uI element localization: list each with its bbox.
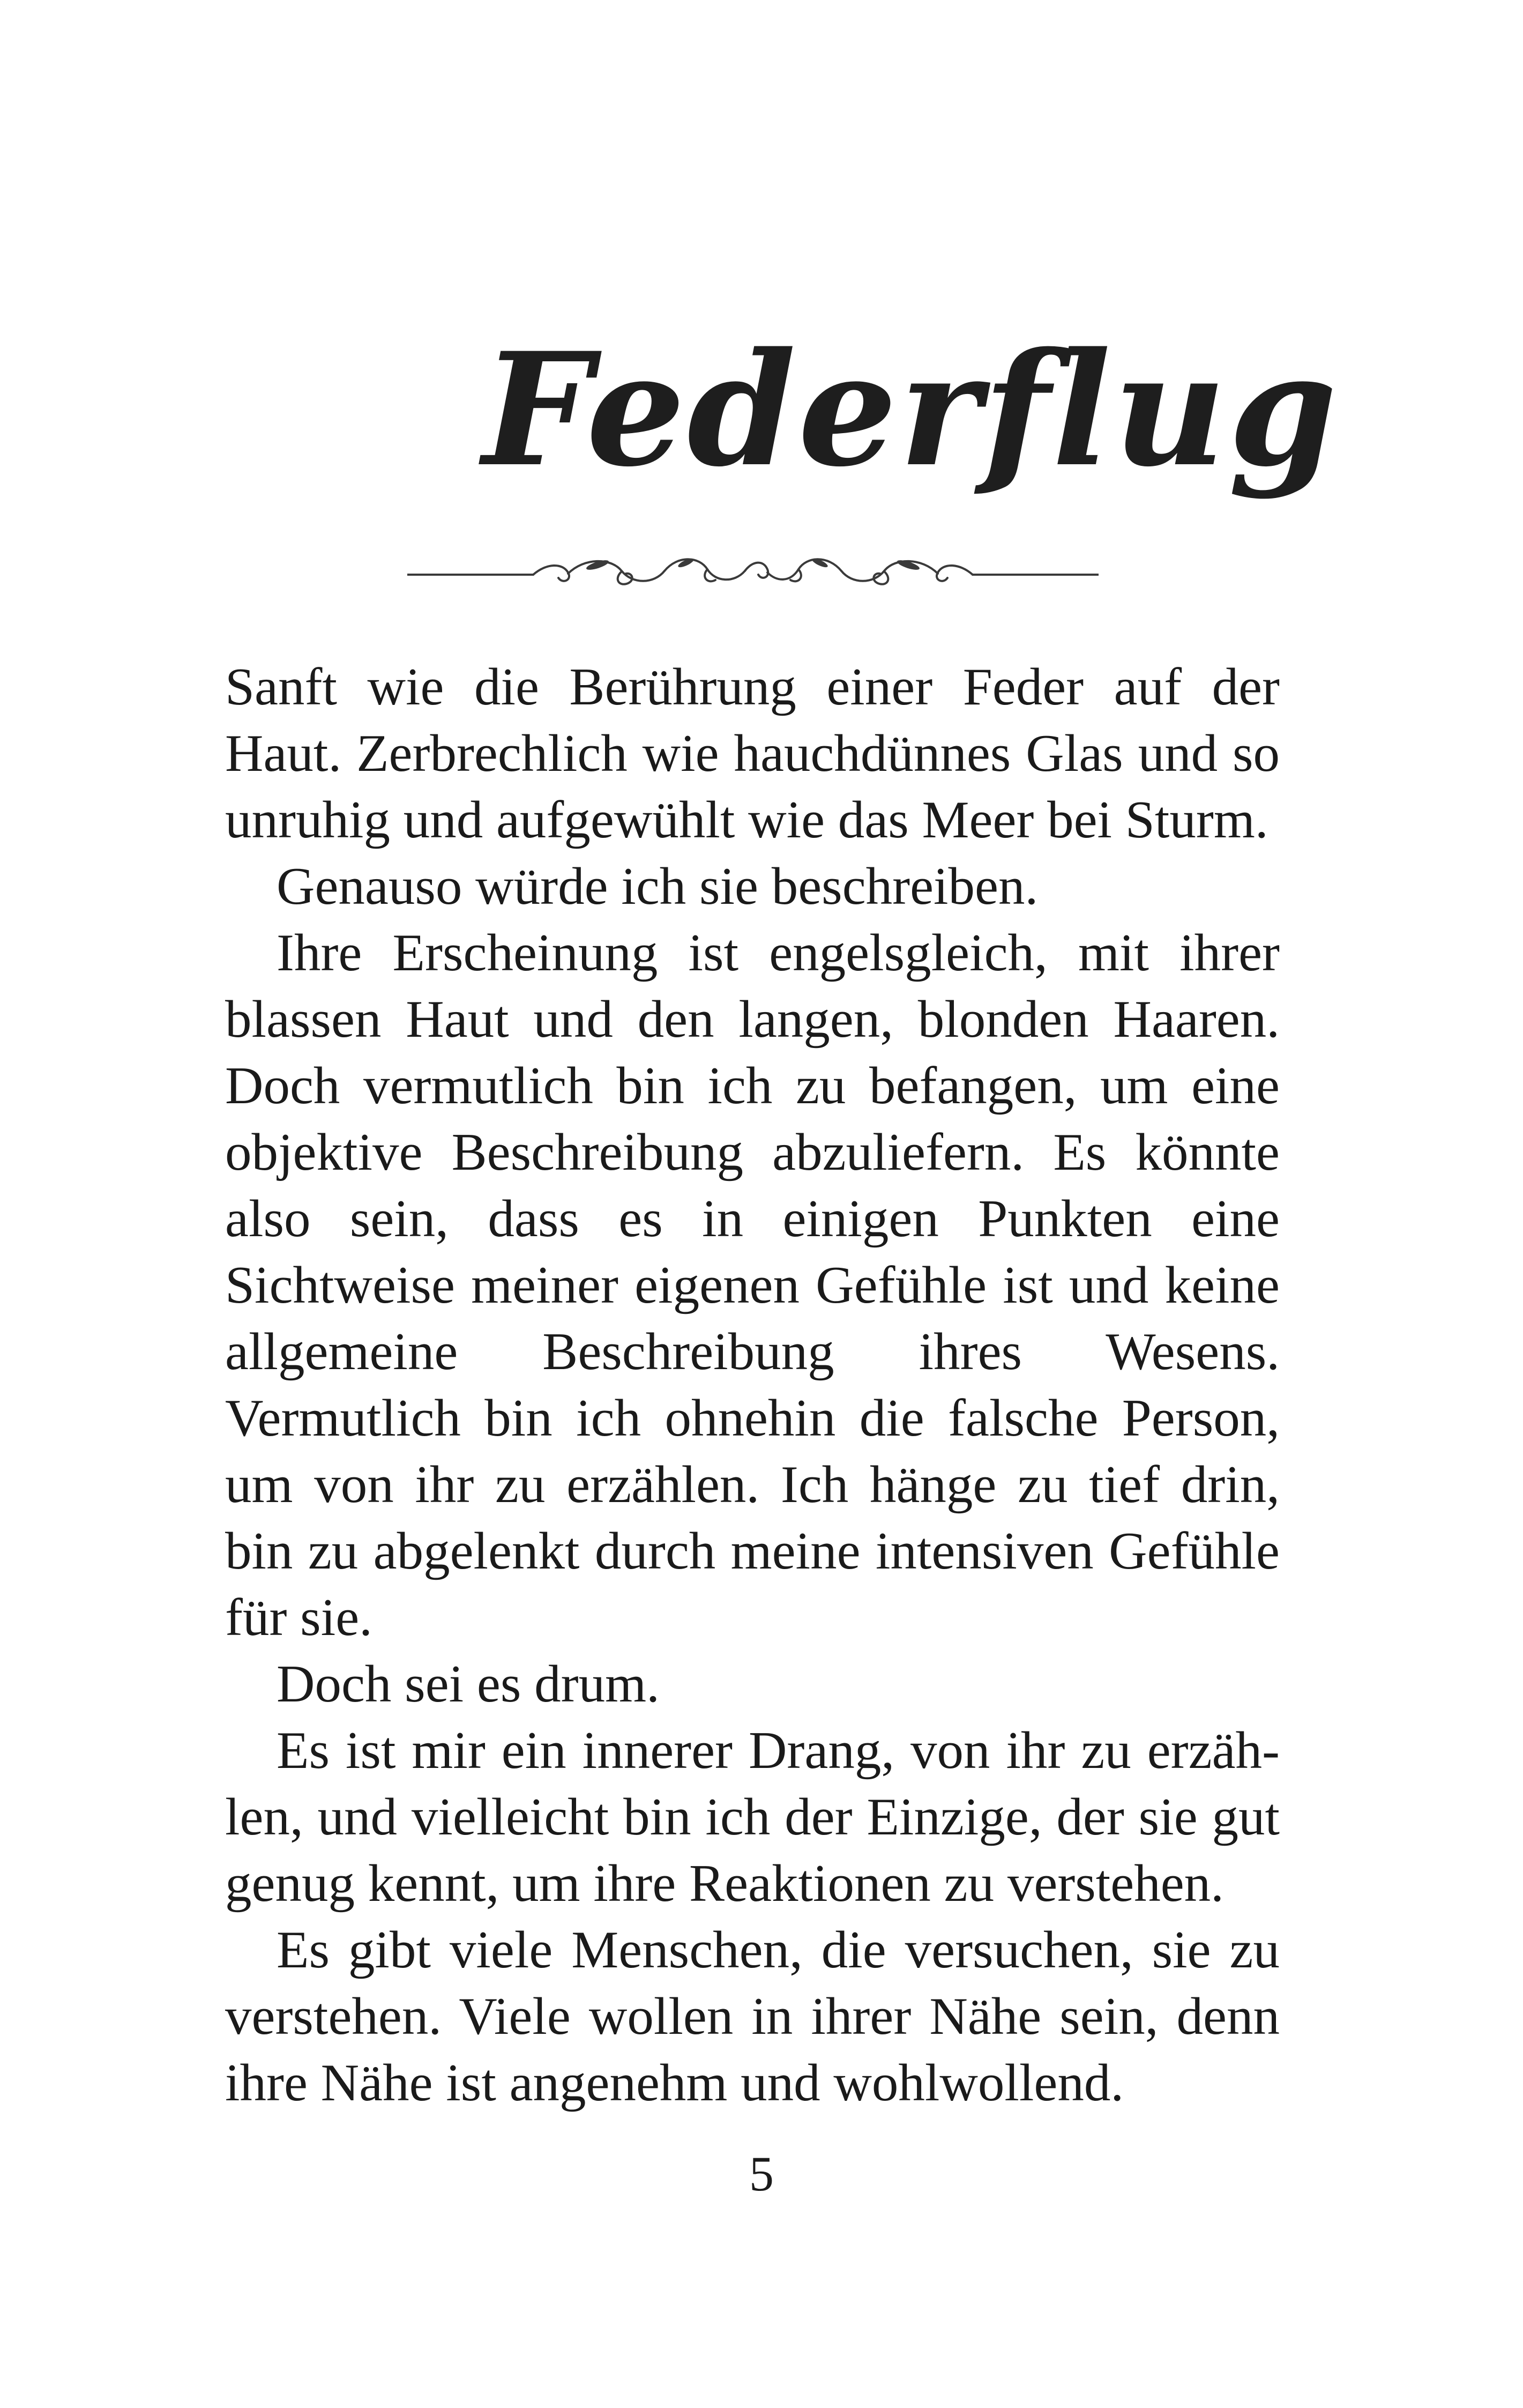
paragraph-4: Doch sei es drum. [277,1655,660,1713]
paragraph-3: Ihre Erscheinung ist engelsgleich, mit ihrer blassen Haut und den langen, blonden Haaren. Doch vermutlich bin ich zu befangen, um eine objektive Beschreibung abzuliefern. Es könnte also sein, dass es in einigen Punkten eine Sichtweise meiner eigenen Gefühle ist und keine allgemeine Beschreibung ihres Wesens. Vermutlich bin ich ohnehin die falsche Person, um von ihr zu erzählen. Ich hänge zu tief drin, bin zu abgelenkt durch meine intensiven Gefühle für sie. [225,924,1280,1647]
flourish-divider-icon [407,541,1099,600]
body-text [225,654,1280,2116]
page-number: 5 [749,2146,774,2201]
paragraph-2: Genauso würde ich sie beschreiben. [277,857,1039,916]
paragraph-1: Sanft wie die Berührung einer Feder auf der Haut. Zerbrechlich wie hauchdünnes Glas und so unruhig und aufgewühlt wie das Meer bei Sturm. [225,658,1280,849]
paragraph-5: Es ist mir ein innerer Drang, von ihr zu erzählen, und vielleicht bin ich der Einzige, der sie gut genug kennt, um ihre Reaktionen zu verstehen. [225,1721,1280,1913]
paragraph-6: Es gibt viele Menschen, die versuchen, sie zu verstehen. Viele wollen in ihrer Nähe sein, denn ihre Nähe ist angenehm und wohlwollend. [225,1921,1280,2112]
chapter-title: Federflug [482,319,1340,501]
